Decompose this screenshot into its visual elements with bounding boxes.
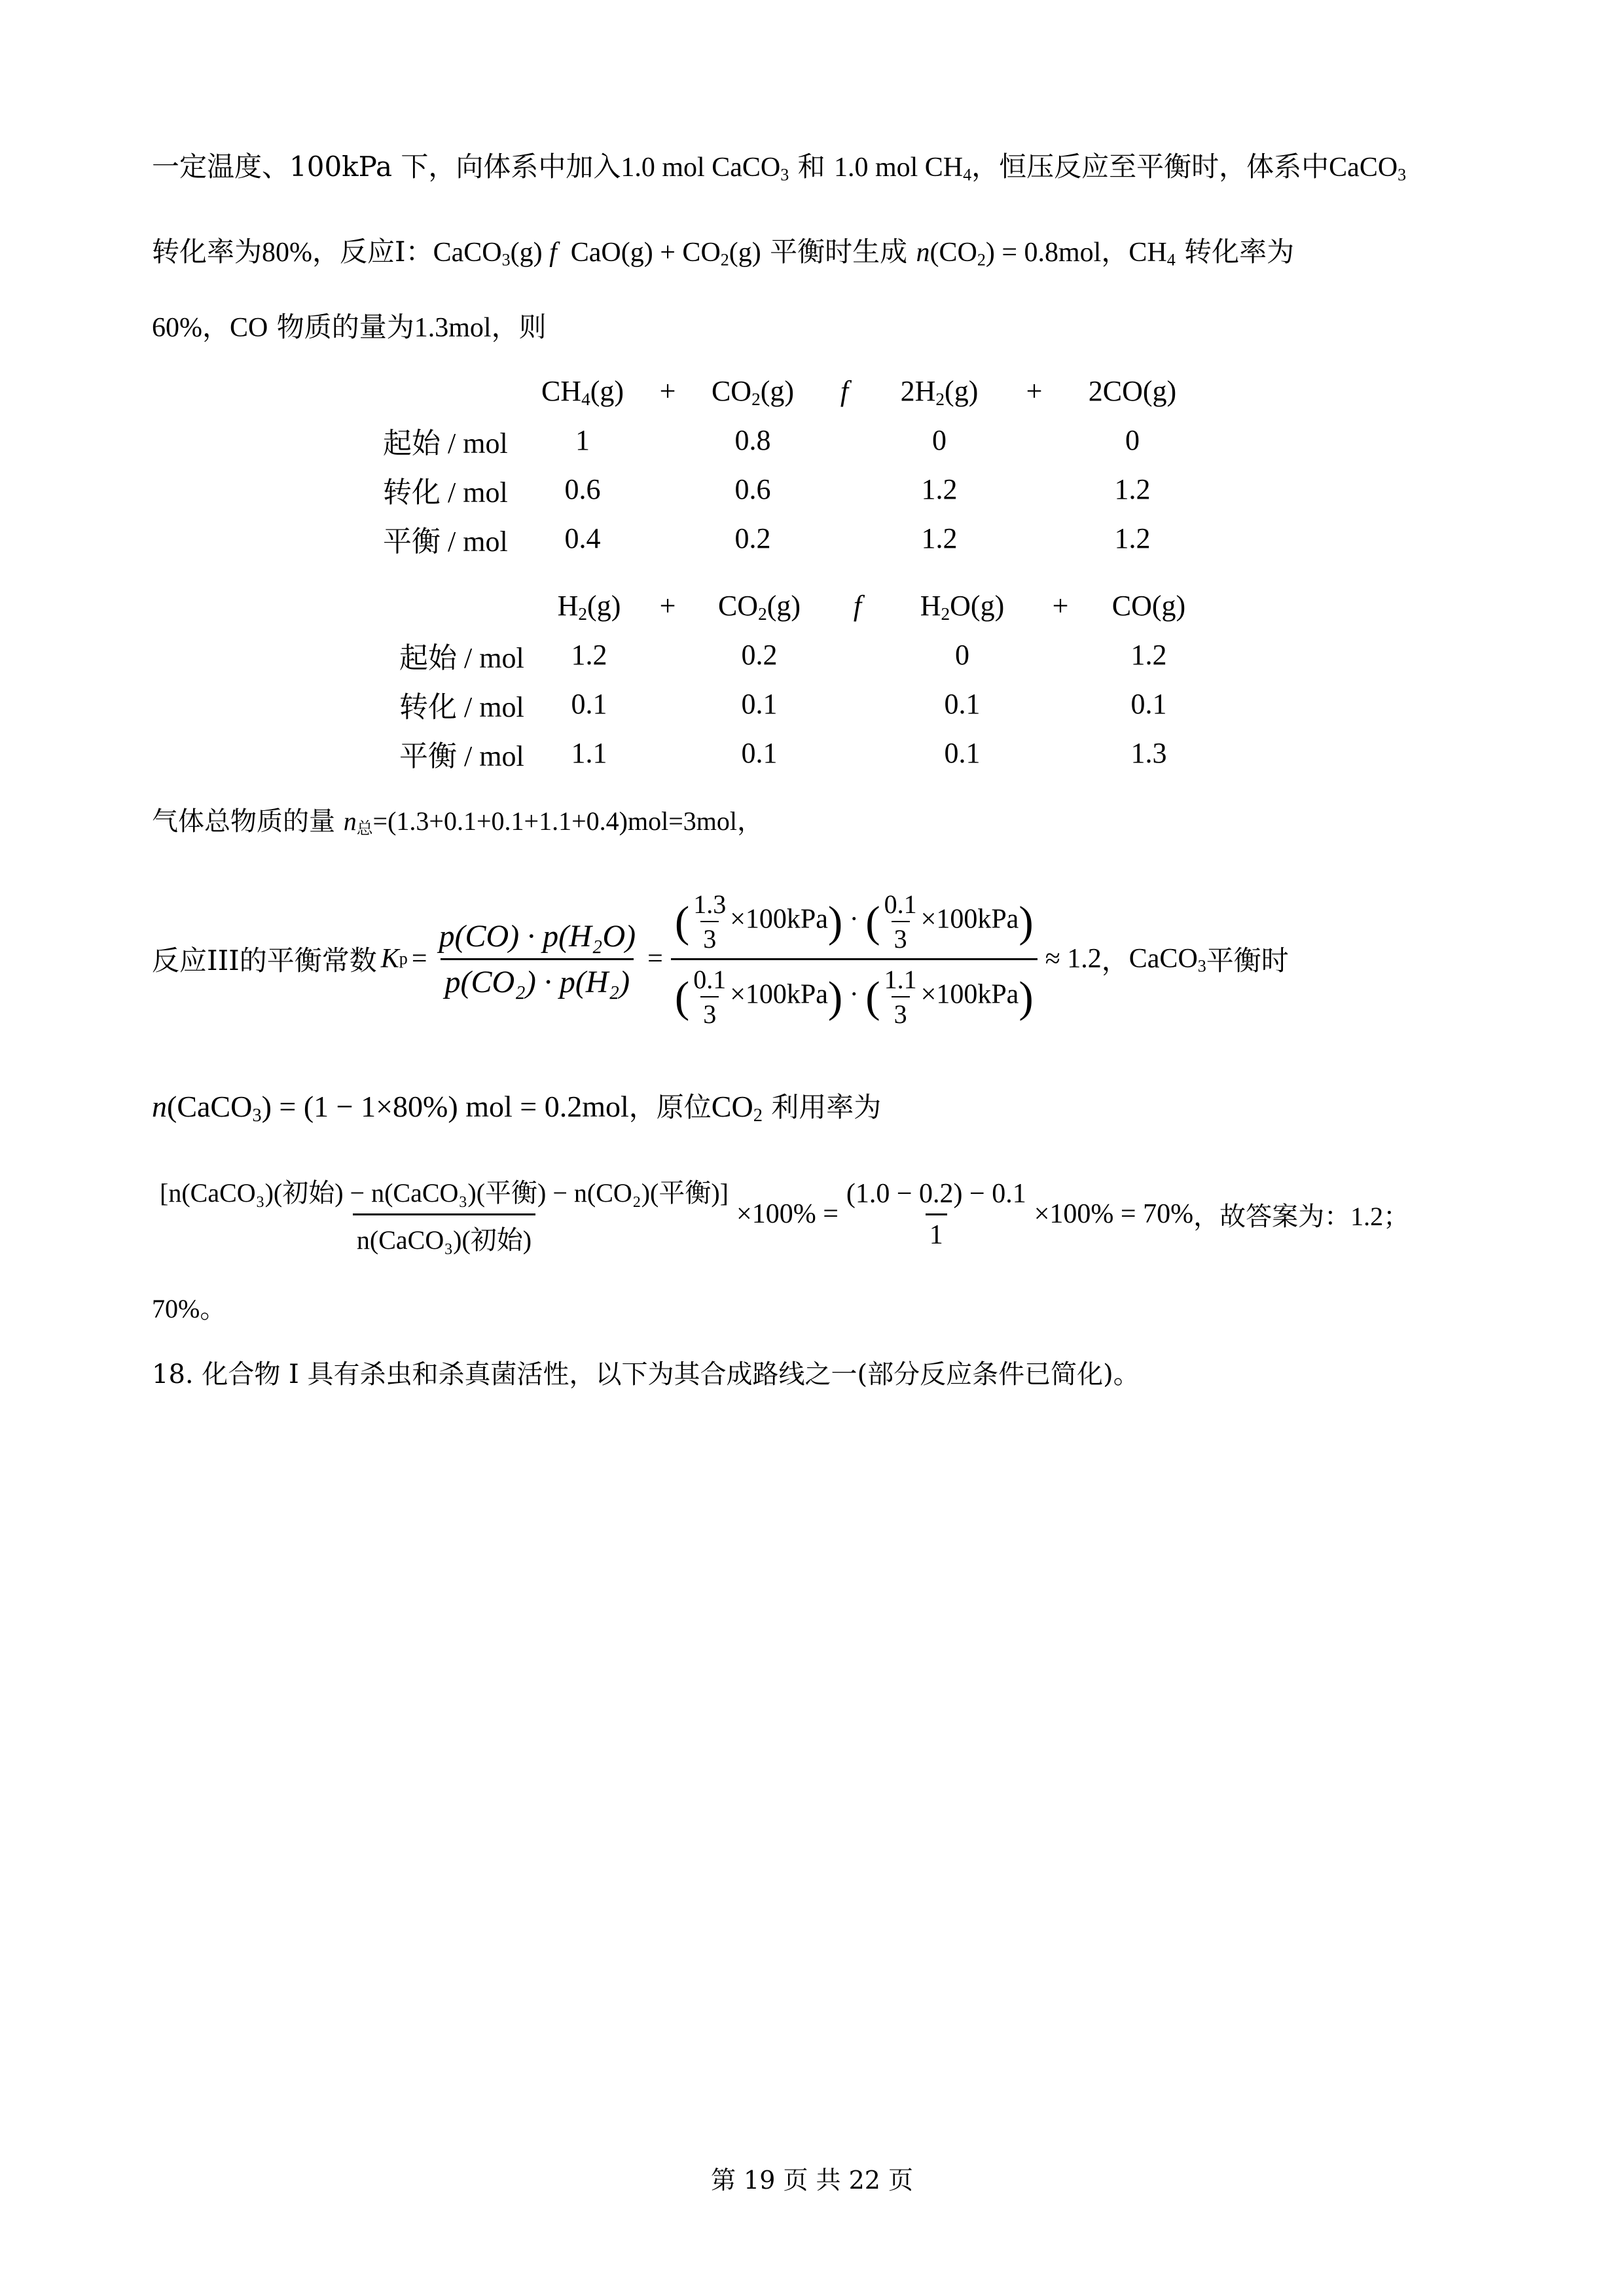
text: 气体总物质的量 — [152, 806, 344, 836]
equals-sign: = — [647, 944, 663, 974]
text: 转化率为 — [1175, 236, 1295, 268]
math: $CO_2$ — [711, 1090, 763, 1126]
plus-sign: + — [1052, 590, 1069, 622]
table-cell: 1.2 — [921, 522, 958, 554]
math: 80% — [262, 238, 313, 268]
kp-value-fraction — [671, 889, 1038, 1030]
text: ，反应I： — [312, 236, 433, 268]
row-label: 转化 / mol — [399, 691, 524, 723]
species-cell: CO(g) — [1111, 590, 1186, 622]
text: ，故答案为：1.2； — [1193, 1201, 1410, 1231]
text: 转化率为 — [152, 236, 262, 268]
utilization-fraction — [156, 1172, 732, 1257]
species-cell: $CO_2(g)$ — [711, 375, 795, 409]
equilibrium-sign: f — [840, 375, 849, 407]
text: 一定温度、100kPa 下，向体系中加入 — [152, 151, 621, 183]
table-cell: 0.1 — [944, 688, 981, 720]
table-cell: 1.2 — [571, 639, 607, 671]
table-row — [383, 416, 1188, 465]
table-cell: 0 — [1125, 424, 1140, 456]
table-cell: 1 — [575, 424, 590, 456]
math: K — [380, 944, 399, 974]
page-footer: 第 19 页 共 22 页 — [710, 2166, 914, 2195]
reaction-equation: CaCO$_3$(g) f $CaO(g) + CO_2(g)$ — [433, 238, 761, 270]
table-cell: 1.2 — [1130, 639, 1167, 671]
question-18: 18. 化合物 I 具有杀虫和杀真菌活性，以下为其合成路线之一(部分反应条件已简化)。 — [152, 1359, 1140, 1390]
math: 1.0 mol $CH_4$ — [833, 152, 972, 185]
species-cell: $H_2O(g)$ — [920, 590, 1005, 624]
numerator: p(CO) · p(H₂O) — [439, 918, 636, 954]
table-cell: 1.3 — [1130, 737, 1167, 769]
table-row — [399, 630, 1198, 679]
table-row — [383, 465, 1188, 514]
text: 平衡时 — [1206, 944, 1289, 977]
table-cell: 0.6 — [734, 473, 771, 505]
text: ，原位 — [628, 1091, 712, 1123]
table-header-row — [399, 581, 1198, 630]
numeric-fraction — [842, 1178, 1030, 1251]
math: 60% — [152, 313, 202, 343]
kp-expression-fraction — [435, 918, 640, 1000]
three-line-table-1 — [383, 367, 1188, 563]
numerator: (1.0 − 0.2) − 0.1 — [846, 1178, 1026, 1209]
table-row — [399, 679, 1198, 728]
numerator: ( $\frac{1.3}{3}$ ×100kPa) · ( $\frac{0.1}{3}$ ×100kPa) — [674, 889, 1034, 954]
text: 利用率为 — [762, 1091, 882, 1123]
text: 和 — [789, 151, 834, 183]
text: ， — [202, 311, 230, 343]
math: $n(CO_2) = 0.8mol$ — [916, 238, 1102, 270]
paragraph-line-2 — [152, 232, 1294, 272]
row-label: 平衡 / mol — [383, 525, 508, 558]
equals-sign: = — [411, 944, 427, 974]
table-cell: 1.1 — [571, 737, 607, 769]
table-row — [399, 728, 1198, 778]
table-cell: 1.2 — [921, 473, 958, 505]
denominator: n(CaCO₃)(初始) — [353, 1213, 535, 1257]
species-cell: $2H_2(g)$ — [900, 375, 979, 409]
paragraph-line-1 — [152, 147, 1406, 187]
utilization-equation-block — [152, 1162, 1409, 1266]
math: n — [343, 806, 357, 836]
row-label: 起始 / mol — [399, 641, 524, 674]
math: 1.0 mol CaCO$_3$ — [621, 152, 789, 185]
total-moles-line — [152, 802, 763, 841]
text: ， — [1101, 944, 1129, 977]
kp-equation-block: 反应III的平衡常数 K p = $\frac{\text{p(CO) · p(H₂O)}}{\text{p(CO₂) · p(H₂)}}$ = ( $\frac{1.3}{3}$ ×100kPa) · ( $\frac{0.1}{3}$ ×100kPa) ( $\frac{0.1}{3}$ ×100kPa) · ( $\frac{1.1}{3}$ ×100kPa) ≈ 1.2 ， CaCO$_3$ 平衡时 — [152, 889, 1289, 1029]
table-cell: 0.1 — [571, 688, 607, 720]
table-cell: 0.1 — [741, 737, 778, 769]
table-cell: 1.2 — [1114, 473, 1151, 505]
plus-sign: + — [1026, 375, 1043, 407]
math: $CH_4$ — [1128, 238, 1176, 270]
table-cell: 0 — [932, 424, 947, 456]
denominator: p(CO₂) · p(H₂) — [441, 958, 634, 1000]
table-cell: 0 — [955, 639, 969, 671]
row-label: 转化 / mol — [383, 476, 508, 509]
species-cell: $CH_4(g)$ — [541, 375, 624, 409]
equilibrium-sign: f — [853, 590, 862, 622]
plus-sign: + — [659, 590, 676, 622]
math: =(1.3+0.1+0.1+1.1+0.4)mol=3mol， — [372, 806, 763, 836]
math: ×100% = 70% — [1034, 1199, 1194, 1229]
math: CaCO$_3$ — [1329, 152, 1407, 185]
paragraph-line-3 — [152, 308, 547, 348]
denominator: 1 — [926, 1213, 947, 1251]
plus-sign: + — [659, 375, 676, 407]
species-cell: $CO_2(g)$ — [717, 590, 801, 624]
math: CO — [230, 313, 268, 343]
text: 平衡时生成 — [761, 236, 916, 268]
text: 反应III的平衡常数 — [152, 944, 377, 977]
species-cell: 2CO(g) — [1088, 375, 1177, 407]
table-cell: 0.2 — [734, 522, 771, 554]
table-cell: 0.6 — [564, 473, 601, 505]
math: CaCO$_3$ — [1128, 944, 1206, 976]
table-cell: 0.1 — [944, 737, 981, 769]
table-cell: 0.1 — [741, 688, 778, 720]
math: (CaCO$_3$) = (1 − 1×80%) mol = 0.2mol — [167, 1090, 629, 1126]
table-cell: 1.2 — [1114, 522, 1151, 554]
text: 物质的量为 — [268, 311, 414, 343]
answer-continuation: 70%。 — [152, 1294, 226, 1323]
table-cell: 0.8 — [734, 424, 771, 456]
table-header-row — [383, 367, 1188, 416]
text: ， — [1101, 236, 1129, 268]
text: ，恒压反应至平衡时，体系中 — [971, 151, 1329, 183]
table-cell: 0.2 — [741, 639, 778, 671]
kp-result: ≈ 1.2 — [1045, 944, 1102, 974]
species-cell: $H_2(g)$ — [557, 590, 621, 624]
table-cell: 0.1 — [1130, 688, 1167, 720]
math: ×100% = — [736, 1199, 839, 1229]
caco3-amount-line — [152, 1083, 881, 1130]
text: ，则 — [491, 311, 547, 343]
math: 1.3mol — [414, 313, 492, 343]
row-label: 起始 / mol — [383, 427, 508, 459]
numerator: [n(CaCO₃)(初始) − n(CaCO₃)(平衡) − n(CO₂)(平衡)] — [160, 1177, 729, 1208]
table-row — [383, 514, 1188, 563]
subscript: 总 — [356, 819, 373, 838]
math: n — [152, 1090, 167, 1123]
row-label: 平衡 / mol — [399, 740, 524, 772]
table-cell: 0.4 — [564, 522, 601, 554]
denominator: ( $\frac{0.1}{3}$ ×100kPa) · ( $\frac{1.1}{3}$ ×100kPa) — [671, 958, 1038, 1030]
three-line-table-2 — [399, 581, 1198, 778]
